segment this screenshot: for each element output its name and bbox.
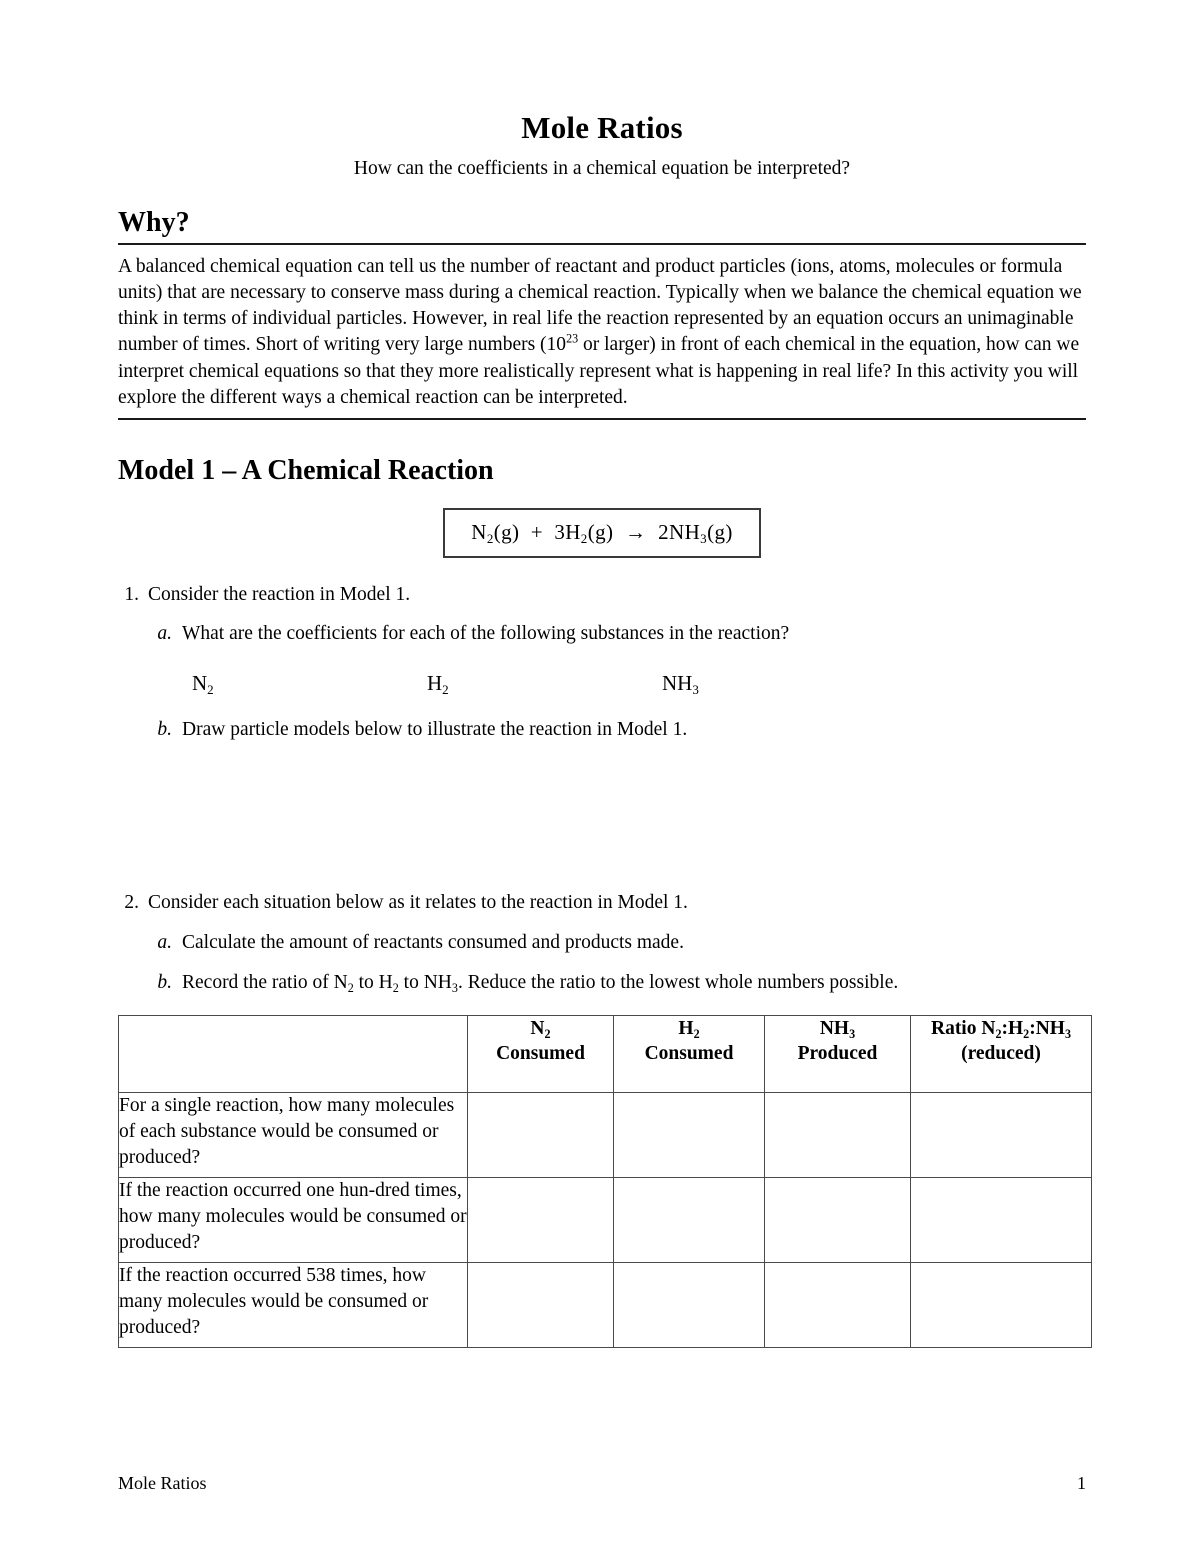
header-ratio-s3: 3 — [1064, 1026, 1071, 1041]
answer-cell-nh3[interactable] — [765, 1092, 911, 1177]
answer-cell-n2[interactable] — [468, 1092, 614, 1177]
q2b-part2: to H — [353, 971, 393, 993]
question-1b — [118, 696, 1086, 743]
why-paragraph-part1: A balanced chemical equation can tell us the number of reactant and product particles (ions, atoms, molecules or formula units) that are necessary to conserve mass during a chemical reaction. Typically when we balance the chemical equation we think in terms of individual particles. However, in real life the reaction represented by an equation occurs an unimaginable number of times. Short of writing very large numbers (10 — [118, 255, 1082, 356]
question-1-text: Consider the reaction in Model 1. — [148, 583, 411, 605]
column-header-nh3-produced — [765, 1015, 911, 1092]
header-nh3-base: NH — [819, 1017, 850, 1039]
chemical-equation-box — [443, 508, 761, 558]
equation-plus-sign: + — [530, 519, 543, 544]
question-2b-letter: b. — [157, 971, 172, 993]
header-ratio-c: :NH — [1029, 1017, 1065, 1039]
answer-cell-h2[interactable] — [614, 1177, 765, 1262]
header-n2-subscript: 2 — [544, 1026, 551, 1041]
table-header-row — [119, 1015, 1092, 1092]
header-nh3-subscript: 3 — [849, 1026, 856, 1041]
answer-cell-n2[interactable] — [468, 1177, 614, 1262]
question-1-number: 1. — [124, 583, 139, 605]
question-1b-text: Draw particle models below to illustrate the reaction in Model 1. — [182, 718, 688, 740]
equation-reactant1-subscript: 2 — [486, 530, 494, 546]
why-paragraph-part2: or larger) in front of each chemical in the equation, how can we interpret chemical equations so that they more realistically represent what is happening in real life? In this activity you will explore the different ways a chemical reaction can be interpreted. — [118, 334, 1080, 408]
header-ratio-b: :H — [1001, 1017, 1024, 1039]
header-h2-line2: Consumed — [644, 1042, 734, 1064]
equation-product: 2NH — [658, 519, 701, 544]
page-content — [118, 0, 1086, 1348]
mole-ratio-table — [118, 1015, 1092, 1348]
equation-reactant1-state: (g) — [493, 519, 520, 544]
equation-box-container — [118, 487, 1086, 558]
header-n2-base: N — [530, 1017, 545, 1039]
question-2b-text — [182, 970, 1086, 996]
question-2-text: Consider each situation below as it relates to the reaction in Model 1. — [148, 891, 688, 913]
q2b-part1: Record the ratio of N — [182, 971, 348, 993]
question-1b-letter: b. — [157, 718, 172, 740]
row-label-single-reaction: For a single reaction, how many molecules of each substance would be consumed or produced? — [119, 1092, 468, 1177]
q2b-part3: to NH — [398, 971, 452, 993]
page-subtitle: How can the coefficients in a chemical equation be interpreted? — [353, 157, 851, 179]
header-ratio-a: Ratio N — [930, 1017, 996, 1039]
formula-nh3-subscript: 3 — [692, 682, 699, 698]
equation-reactant2-state: (g) — [587, 519, 614, 544]
why-paragraph — [118, 245, 1086, 411]
table-row — [119, 1092, 1092, 1177]
question-2a-letter: a. — [157, 931, 172, 953]
header-ratio-s2: 2 — [1023, 1026, 1030, 1041]
header-h2-base: H — [678, 1017, 694, 1039]
column-header-blank — [119, 1015, 468, 1092]
formula-h2 — [427, 671, 662, 696]
q2b-sub1: 2 — [347, 980, 354, 995]
header-n2-line2: Consumed — [496, 1042, 585, 1064]
table-body — [119, 1092, 1092, 1347]
question-2a — [118, 916, 1086, 956]
table-row — [119, 1262, 1092, 1347]
question-2a-text: Calculate the amount of reactants consumed and products made. — [182, 931, 684, 953]
column-header-ratio — [911, 1015, 1092, 1092]
question-2b — [118, 956, 1086, 996]
formula-n2-subscript: 2 — [207, 682, 214, 698]
row-label-538-times: If the reaction occurred 538 times, how many molecules would be consumed or produced? — [119, 1262, 468, 1347]
drawing-answer-space[interactable] — [118, 743, 1086, 861]
formula-n2-base: N — [192, 670, 208, 695]
equation-reactant1: N — [471, 519, 487, 544]
answer-cell-nh3[interactable] — [765, 1262, 911, 1347]
question-list — [118, 558, 1086, 996]
table-header — [119, 1015, 1092, 1092]
model1-heading: Model 1 – A Chemical Reaction — [118, 454, 494, 486]
formula-h2-subscript: 2 — [442, 682, 449, 698]
answer-cell-h2[interactable] — [614, 1092, 765, 1177]
answer-cell-ratio[interactable] — [911, 1092, 1092, 1177]
why-section — [118, 208, 1086, 420]
answer-cell-ratio[interactable] — [911, 1262, 1092, 1347]
question-1a-letter: a. — [157, 622, 172, 644]
question-1 — [118, 558, 1086, 608]
reaction-arrow-icon: → — [625, 519, 647, 544]
equation-reactant2: 3H — [554, 519, 581, 544]
equation-reactant2-subscript: 2 — [580, 530, 588, 546]
question-2-number: 2. — [124, 891, 139, 913]
formula-nh3-base: NH — [662, 670, 693, 695]
header-h2-subscript: 2 — [693, 1026, 700, 1041]
answer-cell-h2[interactable] — [614, 1262, 765, 1347]
why-heading: Why? — [118, 206, 190, 238]
question-1a — [118, 608, 1086, 647]
header-nh3-line2: Produced — [797, 1042, 878, 1064]
footer-page-number: 1 — [1077, 1473, 1086, 1493]
footer-title: Mole Ratios — [118, 1473, 207, 1493]
answer-cell-n2[interactable] — [468, 1262, 614, 1347]
row-label-one-hundred-times: If the reaction occurred one hun-dred times, how many molecules would be consumed or produced? — [119, 1177, 468, 1262]
table-row — [119, 1177, 1092, 1262]
equation-product-subscript: 3 — [700, 530, 708, 546]
header-ratio-line2: (reduced) — [961, 1042, 1041, 1064]
column-header-h2-consumed — [614, 1015, 765, 1092]
answer-cell-nh3[interactable] — [765, 1177, 911, 1262]
question-1a-text: What are the coefficients for each of the following substances in the reaction? — [182, 622, 790, 644]
equation-product-state: (g) — [707, 519, 733, 544]
q2b-sub3: 3 — [451, 980, 458, 995]
page-footer — [118, 1472, 1086, 1494]
formula-h2-base: H — [427, 670, 443, 695]
q2b-part4: . Reduce the ratio to the lowest whole numbers possible. — [457, 971, 899, 993]
formula-n2 — [192, 671, 427, 696]
header-ratio-s1: 2 — [995, 1026, 1002, 1041]
q2b-sub2: 2 — [392, 980, 399, 995]
page-title: Mole Ratios — [521, 110, 683, 145]
column-header-n2-consumed — [468, 1015, 614, 1092]
formula-answer-row — [118, 647, 1086, 696]
answer-cell-ratio[interactable] — [911, 1177, 1092, 1262]
formula-nh3 — [662, 671, 897, 696]
question-2 — [118, 861, 1086, 916]
why-paragraph-exponent: 23 — [566, 331, 579, 346]
